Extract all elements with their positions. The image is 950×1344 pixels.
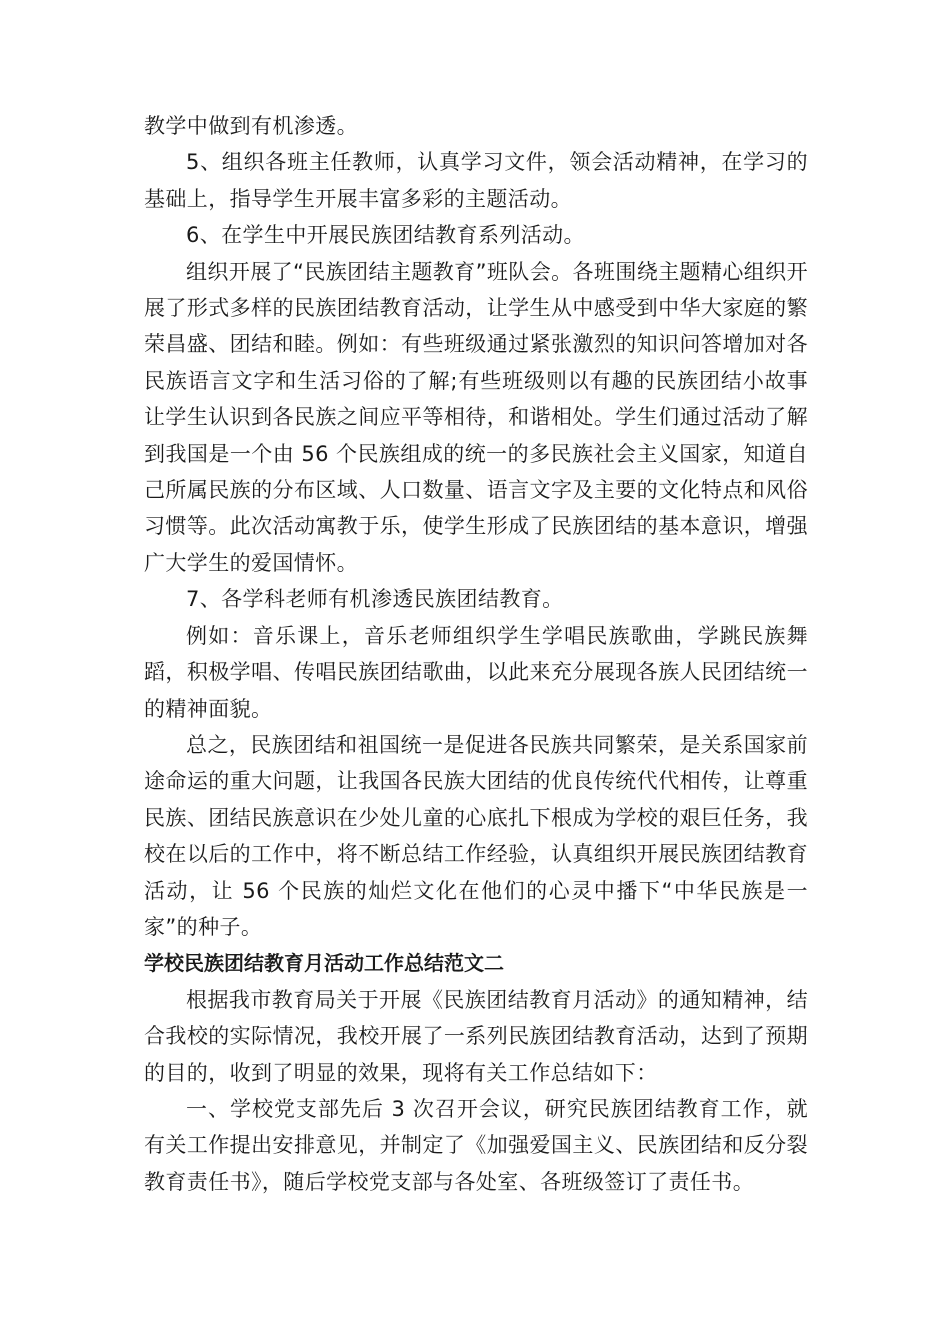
paragraph-item-one: 一、学校党支部先后 3 次召开会议，研究民族团结教育工作，就有关工作提出安排意见，并制定了《加强爱国主义、民族团结和反分裂教育责任书》，随后学校党支部与各处室、各班级签订了责任书。 bbox=[144, 1096, 808, 1194]
section-heading: 学校民族团结教育月活动工作总结范文二 bbox=[144, 951, 504, 976]
paragraph-intro: 根据我市教育局关于开展《民族团结教育月活动》的通知精神，结合我校的实际情况，我校开展了一系列民族团结教育活动，达到了预期的目的，收到了明显的效果，现将有关工作总结如下： bbox=[144, 987, 808, 1085]
paragraph-class-meeting: 组织开展了“民族团结主题教育”班队会。各班围绕主题精心组织开展了形式多样的民族团结教育活动，让学生从中感受到中华大家庭的繁荣昌盛、团结和睦。例如：有些班级通过紧张激烈的知识问答增加对各民族语言文字和生活习俗的了解;有些班级则以有趣的民族团结小故事让学生认识到各民族之间应平等相待，和谐相处。学生们通过活动了解到我国是一个由 56 个民族组成的统一的多民族社会主义国家，知道自己所属民族的分布区域、人口数量、语言文字及主要的文化特点和风俗习惯等。此次活动寓教于乐，使学生形成了民族团结的基本意识，增强广大学生的爱国情怀。 bbox=[144, 259, 808, 575]
paragraph-conclusion: 总之，民族团结和祖国统一是促进各民族共同繁荣，是关系国家前途命运的重大问题，让我国各民族大团结的优良传统代代相传，让尊重民族、团结民族意识在少处儿童的心底扎下根成为学校的艰巨任务，我校在以后的工作中，将不断总结工作经验，认真组织开展民族团结教育活动，让 56 个民族的灿烂文化在他们的心灵中播下“中华民族是一家”的种子。 bbox=[144, 732, 808, 939]
paragraph-item-5: 5、组织各班主任教师，认真学习文件，领会活动精神，在学习的基础上，指导学生开展丰富多彩的主题活动。 bbox=[144, 150, 808, 211]
document-body bbox=[144, 108, 808, 1200]
paragraph-continuation: 教学中做到有机渗透。 bbox=[144, 114, 358, 138]
paragraph-item-6: 6、在学生中开展民族团结教育系列活动。 bbox=[186, 223, 585, 248]
paragraph-music-example: 例如：音乐课上，音乐老师组织学生学唱民族歌曲，学跳民族舞蹈，积极学唱、传唱民族团结歌曲，以此来充分展现各族人民团结统一的精神面貌。 bbox=[144, 623, 808, 721]
paragraph-item-7: 7、各学科老师有机渗透民族团结教育。 bbox=[186, 587, 564, 612]
